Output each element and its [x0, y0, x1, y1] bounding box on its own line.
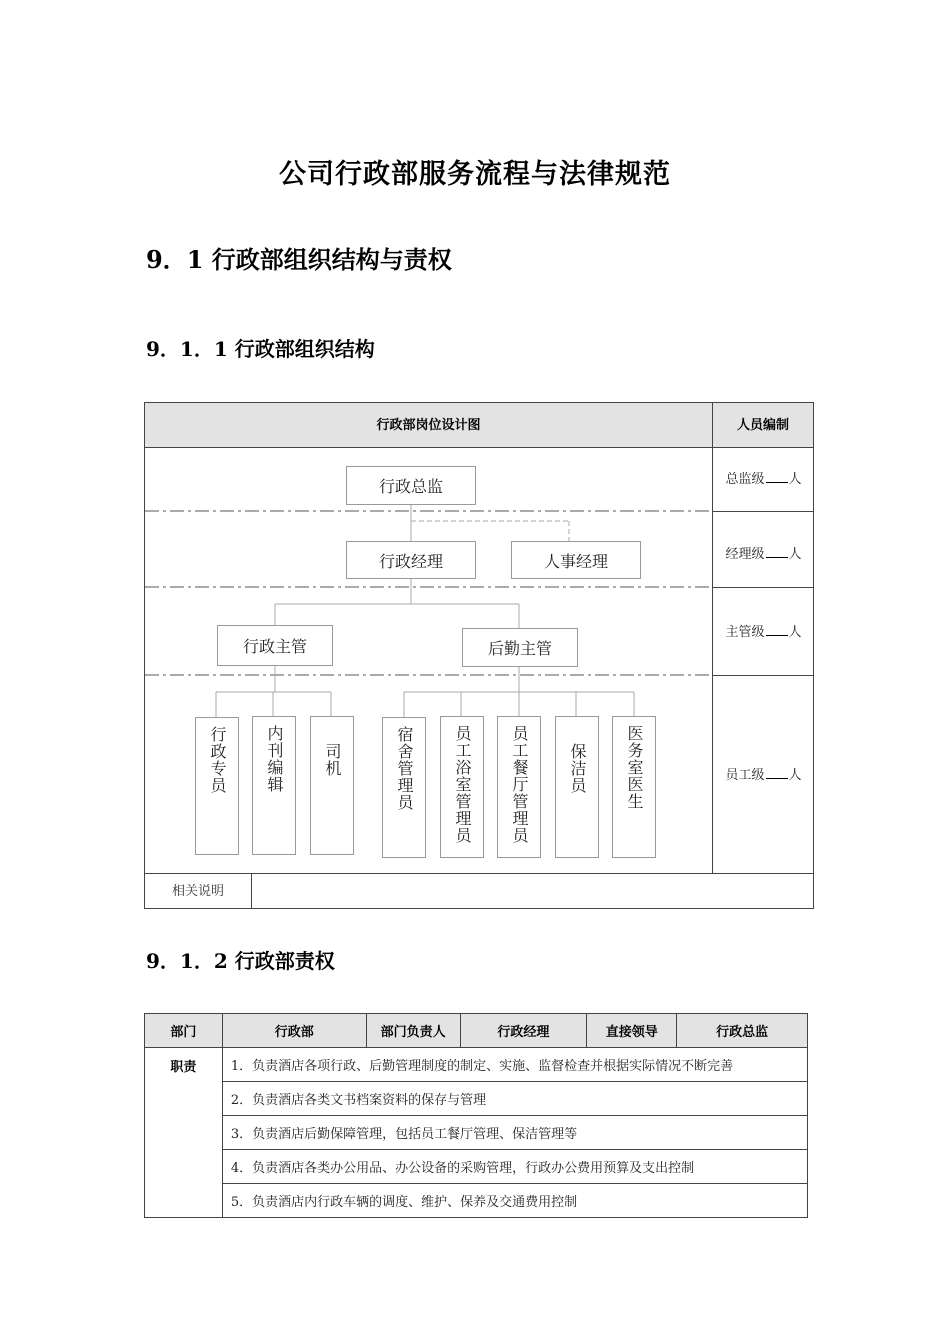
- position-bathroom-manager: 员工浴室管理员: [440, 716, 484, 858]
- table-header-row: [145, 1014, 808, 1048]
- subsection-heading-structure: 9．1．1 行政部组织结构: [146, 337, 375, 361]
- header-cell: 部门负责人: [366, 1014, 460, 1048]
- quota-director: 总监级 人: [725, 472, 802, 487]
- duty-item: 5．负责酒店内行政车辆的调度、维护、保养及交通费用控制: [222, 1184, 807, 1218]
- position-admin-supervisor: 行政主管: [217, 625, 333, 666]
- table-row: [145, 1116, 808, 1150]
- position-canteen-manager: 员工餐厅管理员: [497, 716, 541, 858]
- header-cell: 部门: [145, 1014, 223, 1048]
- duty-item: 4．负责酒店各类办公用品、办公设备的采购管理，行政办公费用预算及支出控制: [222, 1150, 807, 1184]
- position-cleaner: 保洁员: [555, 716, 599, 858]
- quota-manager: 经理级 人: [725, 547, 802, 562]
- position-logistics-supervisor: 后勤主管: [462, 628, 578, 667]
- position-director: 行政总监: [346, 466, 476, 505]
- subsection-heading-responsibilities: 9．1．2 行政部责权: [146, 949, 335, 973]
- table-row: [145, 1184, 808, 1218]
- position-dormitory-manager: 宿舍管理员: [382, 717, 426, 858]
- quota-supervisor: 主管级 人: [725, 625, 802, 640]
- header-cell: 行政部: [222, 1014, 366, 1048]
- page-title: 公司行政部服务流程与法律规范: [279, 159, 671, 190]
- duty-item: 2．负责酒店各类文书档案资料的保存与管理: [222, 1082, 807, 1116]
- table-row: [145, 1082, 808, 1116]
- header-cell: 行政总监: [677, 1014, 808, 1048]
- quota-staff: 员工级 人: [725, 768, 802, 783]
- notes-label: 相关说明: [171, 884, 224, 899]
- position-admin-manager: 行政经理: [346, 541, 476, 579]
- duty-label: 职责: [145, 1048, 223, 1218]
- org-header-right: 人员编制: [736, 418, 789, 433]
- duty-item: 3．负责酒店后勤保障管理，包括员工餐厅管理、保洁管理等: [222, 1116, 807, 1150]
- org-header-left: 行政部岗位设计图: [376, 418, 481, 433]
- header-cell: 直接领导: [587, 1014, 677, 1048]
- header-cell: 行政经理: [460, 1014, 587, 1048]
- table-row: [145, 1048, 808, 1082]
- table-row: [145, 1150, 808, 1184]
- responsibility-table: [144, 1013, 808, 1218]
- section-heading: 9．1 行政部组织结构与责权: [146, 245, 452, 274]
- position-clinic-doctor: 医务室医生: [612, 716, 656, 858]
- position-admin-specialist: 行政专员: [195, 717, 239, 855]
- position-hr-manager: 人事经理: [511, 541, 641, 579]
- position-driver: 司机: [310, 716, 354, 855]
- duty-item: 1．负责酒店各项行政、后勤管理制度的制定、实施、监督检查并根据实际情况不断完善: [222, 1048, 807, 1082]
- position-newsletter-editor: 内刊编辑: [252, 716, 296, 855]
